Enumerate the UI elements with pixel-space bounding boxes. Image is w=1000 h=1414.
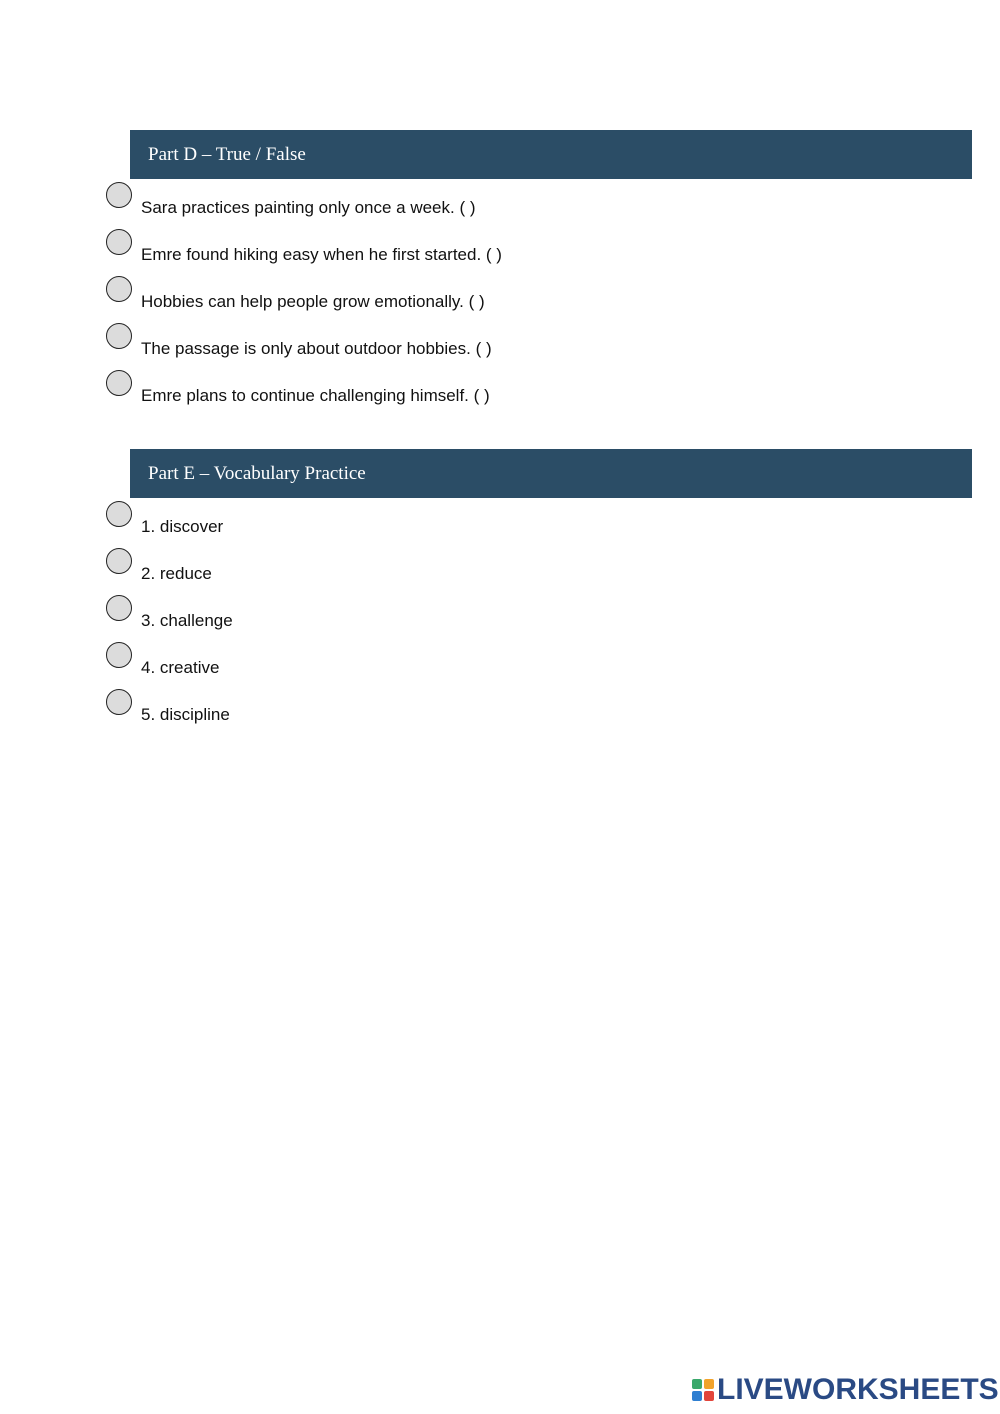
part-e-item-3 — [0, 595, 1000, 630]
statement-text: Emre plans to continue challenging himself. ( ) — [141, 386, 490, 405]
part-d-header: Part D – True / False — [130, 130, 972, 179]
statement-text: Sara practices painting only once a week. ( ) — [141, 198, 476, 217]
radio-button[interactable] — [106, 548, 132, 574]
part-d-item-5 — [0, 370, 1000, 405]
vocabulary-word: 5. discipline — [141, 705, 230, 724]
radio-button[interactable] — [106, 182, 132, 208]
vocabulary-word: 2. reduce — [141, 564, 212, 583]
part-d-item-2 — [0, 229, 1000, 264]
radio-button[interactable] — [106, 370, 132, 396]
radio-button[interactable] — [106, 501, 132, 527]
radio-button[interactable] — [106, 276, 132, 302]
logo-text: LIVEWORKSHEETS — [717, 1373, 999, 1406]
liveworksheets-logo — [692, 1374, 999, 1406]
statement-text: Hobbies can help people grow emotionally. ( ) — [141, 292, 485, 311]
vocabulary-word: 3. challenge — [141, 611, 233, 630]
part-e-item-5 — [0, 689, 1000, 724]
statement-text: Emre found hiking easy when he first started. ( ) — [141, 245, 502, 264]
part-e-item-1 — [0, 501, 1000, 536]
statement-text: The passage is only about outdoor hobbies. ( ) — [141, 339, 492, 358]
radio-button[interactable] — [106, 689, 132, 715]
part-d-item-3 — [0, 276, 1000, 311]
part-e-item-4 — [0, 642, 1000, 677]
part-e-item-2 — [0, 548, 1000, 583]
vocabulary-word: 4. creative — [141, 658, 220, 677]
part-d-item-1 — [0, 182, 1000, 217]
part-d-item-4 — [0, 323, 1000, 358]
part-e-header: Part E – Vocabulary Practice — [130, 449, 972, 498]
radio-button[interactable] — [106, 229, 132, 255]
radio-button[interactable] — [106, 595, 132, 621]
radio-button[interactable] — [106, 323, 132, 349]
vocabulary-word: 1. discover — [141, 517, 224, 536]
radio-button[interactable] — [106, 642, 132, 668]
liveworksheets-logo-icon — [692, 1379, 714, 1401]
